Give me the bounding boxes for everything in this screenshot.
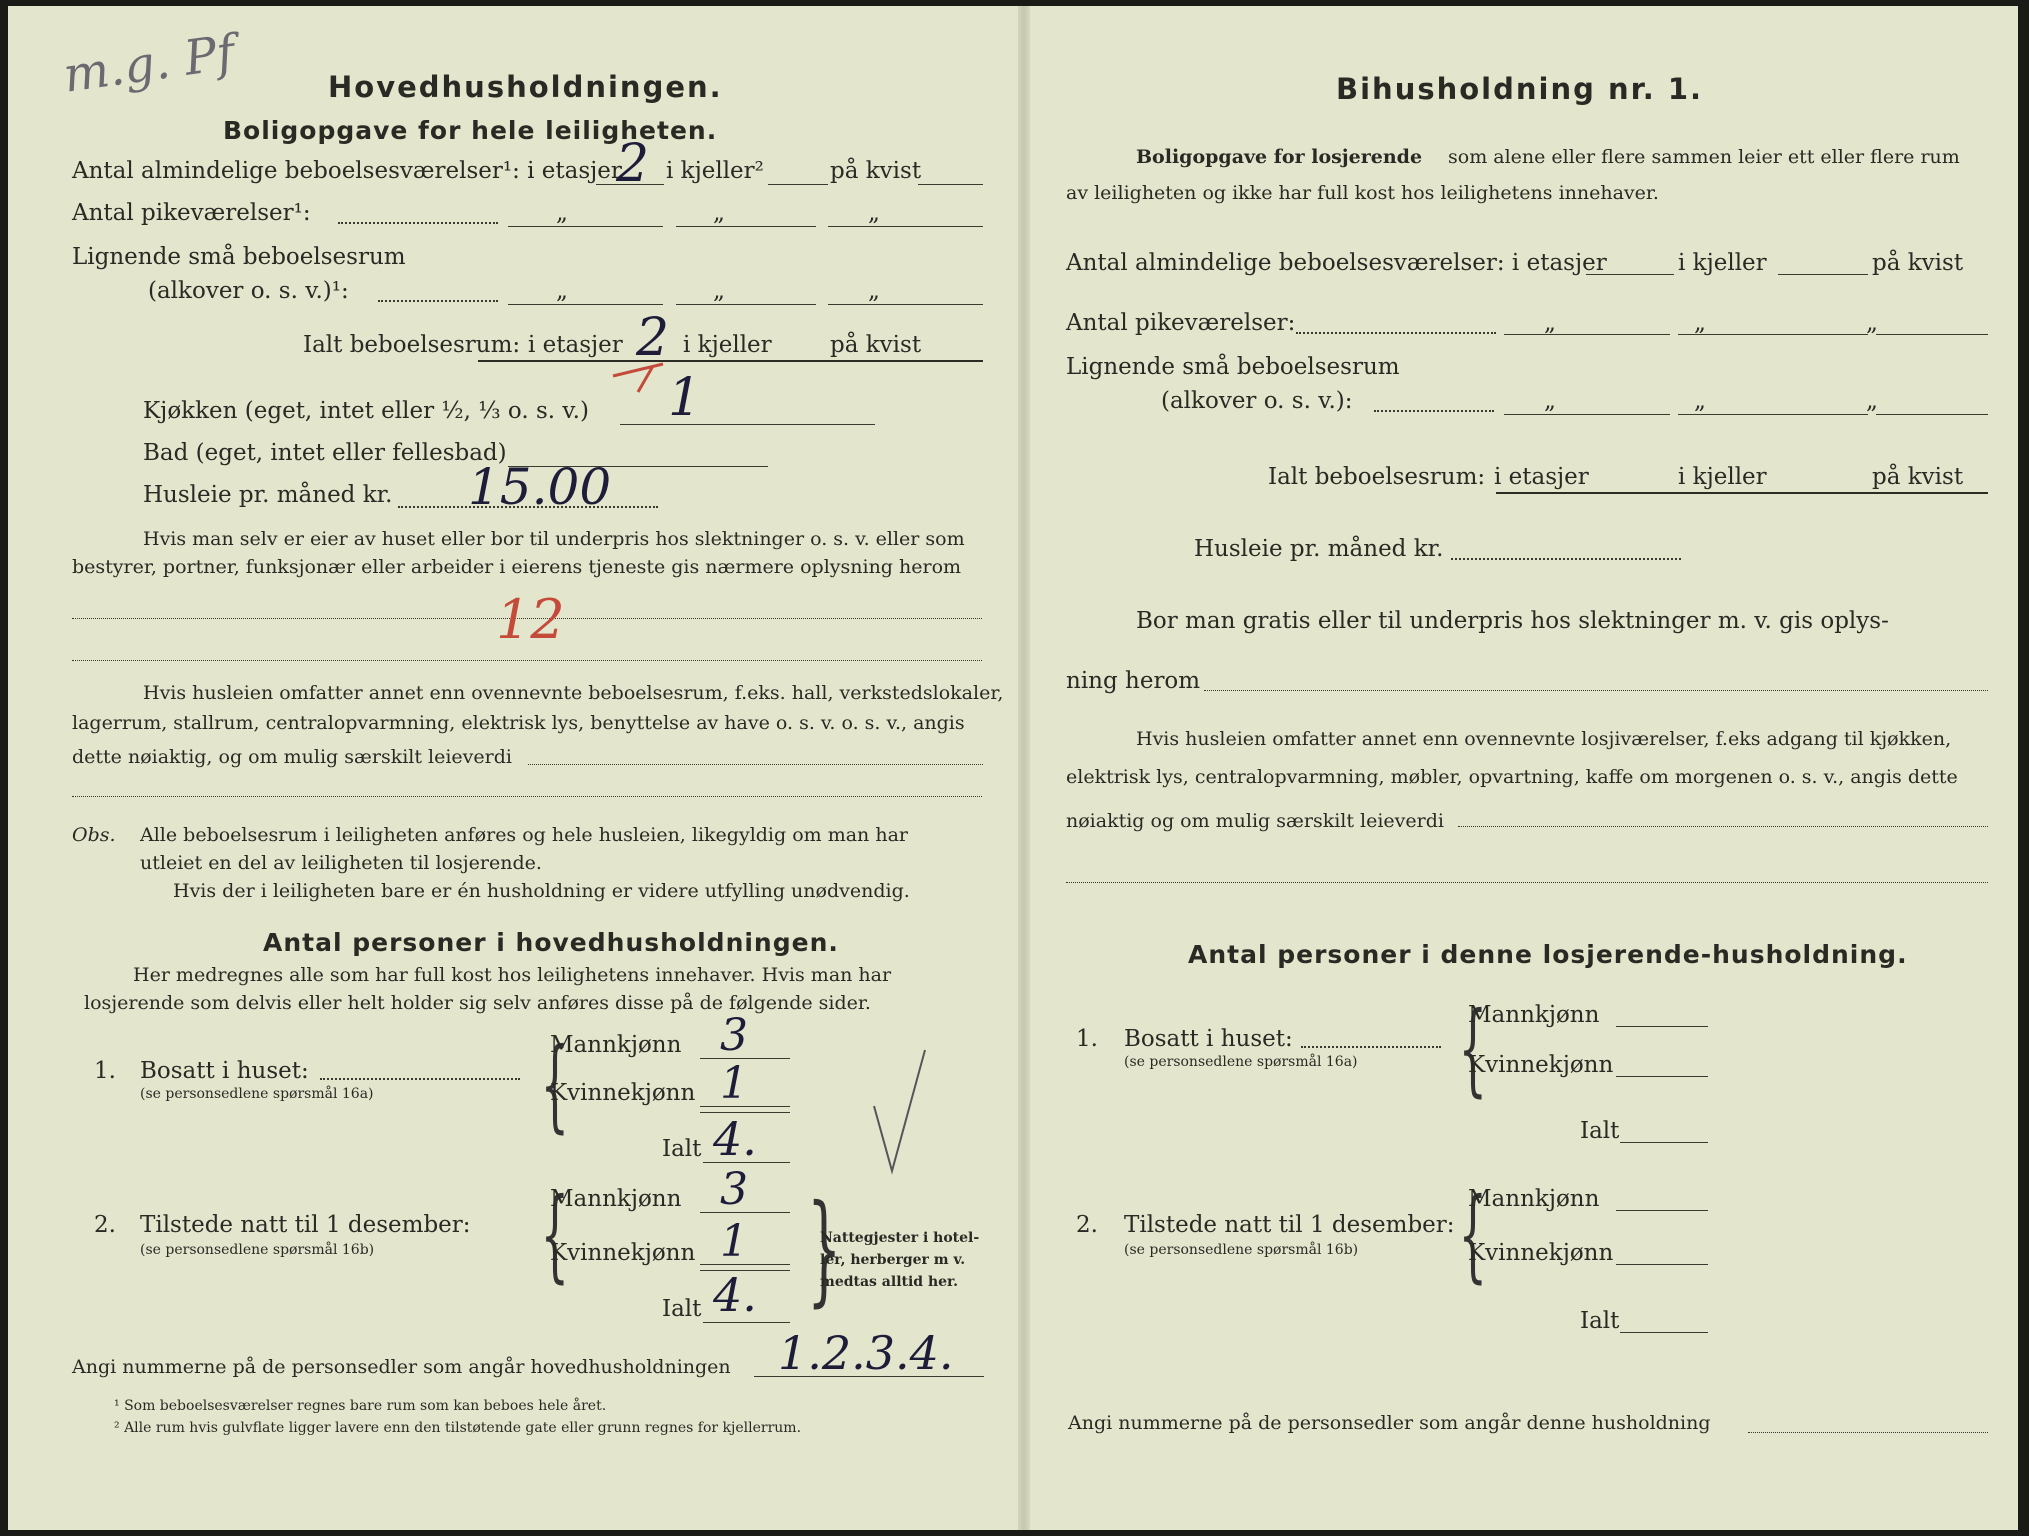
rooms-ordinary-kjeller-line — [1778, 274, 1868, 275]
q1-ialt-value[interactable]: 4. — [713, 1112, 757, 1166]
total-rooms-kvist-label: på kvist — [1872, 464, 1964, 490]
page-title: Bihusholdning nr. 1. — [1336, 72, 1704, 106]
q1-mann-value[interactable]: 3 — [720, 1010, 748, 1061]
right-page-bihusholdning — [1026, 6, 2018, 1530]
includes-text-3: dette nøiaktig, og om mulig særskilt leieverdi — [72, 746, 512, 768]
rooms-maid-dots — [1296, 332, 1496, 334]
q2-ialt-line — [703, 1322, 790, 1323]
ditto-mark: „ — [868, 200, 880, 226]
q2-mann-line — [1616, 1210, 1708, 1211]
rooms-maid-kjeller-line — [676, 226, 816, 227]
q1-mann-label: Mannkjønn — [1468, 1002, 1600, 1028]
total-rooms-line — [1496, 492, 1988, 494]
obs-text-2: utleiet en del av leiligheten til losjerende. — [140, 852, 542, 874]
night-guests-note-2: ler, herberger m v. — [820, 1252, 966, 1268]
rooms-ordinary-etasjer-value[interactable]: 2 — [616, 134, 650, 194]
rooms-maid-etasjer-line — [508, 226, 663, 227]
intro-bold: Boligopgave for losjerende — [1136, 146, 1423, 168]
q2-mann-label: Mannkjønn — [550, 1186, 682, 1212]
obs-text-1: Alle beboelsesrum i leiligheten anføres og hele husleien, likegyldig om man har — [140, 824, 908, 846]
rooms-alcove-label-a: Lignende små beboelsesrum — [1066, 354, 1400, 380]
person-numbers-label: Angi nummerne på de personsedler som angår denne husholdning — [1068, 1412, 1711, 1434]
rent-label: Husleie pr. måned kr. — [143, 482, 393, 508]
rooms-alcove-dots — [378, 300, 498, 302]
rooms-alcove-kvist-line — [828, 304, 983, 305]
free-rent-line — [1204, 690, 1988, 691]
rooms-maid-kvist-line — [1876, 334, 1988, 335]
left-page-hovedhusholdning — [8, 6, 1020, 1530]
q2-ialt-line — [1620, 1332, 1708, 1333]
page-subtitle: Boligopgave for hele leiligheten. — [223, 116, 718, 145]
rooms-ordinary-etasjer-line — [1586, 274, 1674, 275]
ditto-mark: „ — [1694, 388, 1706, 414]
q1-brace: { — [540, 1026, 570, 1143]
rooms-ordinary-kvist-label: på kvist — [830, 158, 922, 184]
free-rent-text-2: ning herom — [1066, 668, 1201, 694]
q2-ialt-value[interactable]: 4. — [713, 1268, 757, 1322]
rooms-ordinary-label: Antal almindelige beboelsesværelser: i etasjer — [1066, 250, 1607, 276]
q2-label: Tilstede natt til 1 desember: — [140, 1212, 471, 1238]
ditto-mark: „ — [1694, 310, 1706, 336]
rooms-alcove-etasjer-line — [508, 304, 663, 305]
q2-mann-label: Mannkjønn — [1468, 1186, 1600, 1212]
footnote-1: ¹ Som beboelsesværelser regnes bare rum som kan beboes hele året. — [114, 1398, 607, 1414]
q2-ialt-label: Ialt — [1580, 1308, 1620, 1334]
rooms-maid-label: Antal pikeværelser¹: — [72, 200, 311, 226]
free-rent-text-1: Bor man gratis eller til underpris hos slektninger m. v. gis oplys- — [1136, 608, 1889, 634]
rooms-ordinary-kvist-line — [918, 184, 983, 185]
ditto-mark: „ — [713, 200, 725, 226]
ditto-mark: „ — [868, 278, 880, 304]
q2-number: 2. — [94, 1212, 116, 1238]
q1-label: Bosatt i huset: — [1124, 1026, 1293, 1052]
q2-brace: { — [1458, 1176, 1488, 1293]
q1-kvinne-line — [1616, 1076, 1708, 1077]
q2-kvinne-label: Kvinnekjønn — [1468, 1240, 1614, 1266]
q1-ialt-label: Ialt — [662, 1136, 702, 1162]
q1-kvinne-value[interactable]: 1 — [720, 1058, 748, 1109]
pencil-check-mark — [870, 1046, 930, 1176]
person-numbers-label: Angi nummerne på de personsedler som angår hovedhusholdningen — [72, 1356, 731, 1378]
q2-kvinne-line — [1616, 1264, 1708, 1265]
q2-mann-value[interactable]: 3 — [720, 1164, 748, 1215]
q1-label: Bosatt i huset: — [140, 1058, 309, 1084]
total-rooms-etasjer-label: i etasjer — [528, 332, 623, 358]
q1-mann-line — [1616, 1026, 1708, 1027]
ditto-mark: „ — [713, 278, 725, 304]
rooms-maid-label: Antal pikeværelser: — [1066, 310, 1296, 336]
person-numbers-value[interactable]: 1.2.3.4. — [778, 1326, 954, 1380]
total-rooms-kvist-label: på kvist — [830, 332, 922, 358]
rooms-alcove-etasjer-line — [1504, 414, 1670, 415]
persons-section-title: Antal personer i denne losjerende-husholdning. — [1188, 940, 1908, 969]
q1-ialt-label: Ialt — [1580, 1118, 1620, 1144]
total-rooms-kjeller-label: i kjeller — [683, 332, 772, 358]
ditto-mark: „ — [1866, 310, 1878, 336]
q1-number: 1. — [94, 1058, 116, 1084]
rooms-ordinary-kvist-label: på kvist — [1872, 250, 1964, 276]
total-rooms-label: Ialt beboelsesrum: — [1268, 464, 1486, 490]
q1-brace: { — [1458, 990, 1488, 1107]
rooms-maid-etasjer-line — [1504, 334, 1670, 335]
census-form-sheet — [8, 6, 2018, 1530]
night-guests-note-1: Nattegjester i hotel- — [820, 1230, 980, 1246]
obs-text-3: Hvis der i leiligheten bare er én husholdning er videre utfylling unødvendig. — [173, 880, 910, 902]
includes-text-2: lagerrum, stallrum, centralopvarmning, elektrisk lys, benyttelse av have o. s. v. o. s. v., angis — [72, 712, 965, 734]
bath-label: Bad (eget, intet eller fellesbad) — [143, 440, 507, 466]
rent-line — [1451, 558, 1681, 560]
rooms-ordinary-kjeller-label: i kjeller² — [666, 158, 764, 184]
total-rooms-kjeller-label: i kjeller — [1678, 464, 1767, 490]
rent-label: Husleie pr. måned kr. — [1194, 536, 1444, 562]
includes-text-1: Hvis husleien omfatter annet enn ovennevnte losjiværelser, f.eks adgang til kjøkken, — [1136, 728, 1952, 750]
rooms-maid-kvist-line — [828, 226, 983, 227]
kitchen-label: Kjøkken (eget, intet eller ½, ⅓ o. s. v.) — [143, 398, 589, 424]
q2-ialt-label: Ialt — [662, 1296, 702, 1322]
q2-sub: (se personsedlene spørsmål 16b) — [1124, 1242, 1359, 1258]
rooms-ordinary-label: Antal almindelige beboelsesværelser¹: i etasjer — [72, 158, 622, 184]
includes-line-2 — [1066, 882, 1988, 883]
q1-ialt-line — [1620, 1142, 1708, 1143]
includes-text-1: Hvis husleien omfatter annet enn ovennevnte beboelsesrum, f.eks. hall, verkstedslokaler, — [143, 682, 1004, 704]
ditto-mark: „ — [1866, 388, 1878, 414]
includes-line-1 — [528, 764, 983, 765]
intro-text-1: som alene eller flere sammen leier ett eller flere rum — [1448, 146, 1960, 168]
q2-brace-right: } — [806, 1180, 842, 1319]
total-rooms-line — [478, 360, 983, 362]
q2-kvinne-label: Kvinnekjønn — [550, 1240, 696, 1266]
rooms-alcove-dots — [1374, 410, 1494, 412]
q1-dots — [1301, 1046, 1441, 1048]
total-rooms-etasjer-label: i etasjer — [1494, 464, 1589, 490]
page-title: Hovedhusholdningen. — [328, 70, 723, 104]
total-rooms-etasjer-value[interactable]: 2 — [636, 308, 670, 368]
ditto-mark: „ — [1544, 388, 1556, 414]
kitchen-line — [620, 424, 875, 425]
q2-brace-left: { — [540, 1176, 570, 1293]
persons-text-1: Her medregnes alle som har full kost hos leilighetens innehaver. Hvis man har — [133, 964, 892, 986]
pencil-annotation: m.g. Pf — [59, 24, 239, 104]
rooms-alcove-label-a: Lignende små beboelsesrum — [72, 244, 406, 270]
ditto-mark: „ — [556, 200, 568, 226]
q1-number: 1. — [1076, 1026, 1098, 1052]
persons-text-2: losjerende som delvis eller helt holder sig selv anføres disse på de følgende sider. — [84, 992, 871, 1014]
q1-dots — [320, 1078, 520, 1080]
rooms-alcove-kjeller-line — [676, 304, 816, 305]
q1-sub: (se personsedlene spørsmål 16a) — [1124, 1054, 1358, 1070]
ditto-mark: „ — [556, 278, 568, 304]
night-guests-note-3: medtas alltid her. — [820, 1274, 959, 1290]
q2-kvinne-value[interactable]: 1 — [720, 1216, 748, 1267]
kitchen-value[interactable]: 1 — [668, 368, 702, 428]
person-numbers-line — [1748, 1432, 1988, 1433]
obs-label: Obs. — [72, 824, 116, 846]
q1-kvinne-label: Kvinnekjønn — [1468, 1052, 1614, 1078]
rooms-alcove-label-b: (alkover o. s. v.)¹: — [148, 278, 349, 304]
intro-text-2: av leiligheten og ikke har full kost hos leilighetens innehaver. — [1066, 182, 1659, 204]
rooms-alcove-kvist-line — [1876, 414, 1988, 415]
rooms-alcove-kjeller-line — [1678, 414, 1868, 415]
rooms-ordinary-kjeller-line — [768, 184, 828, 185]
q2-number: 2. — [1076, 1212, 1098, 1238]
rooms-maid-dots — [338, 222, 498, 224]
includes-line-1 — [1458, 826, 1988, 827]
rooms-maid-kjeller-line — [1678, 334, 1868, 335]
includes-line-2 — [72, 796, 982, 797]
rooms-alcove-label-b: (alkover o. s. v.): — [1161, 388, 1353, 414]
rooms-ordinary-kjeller-label: i kjeller — [1678, 250, 1767, 276]
red-annotation: 12 — [496, 588, 565, 651]
includes-text-3: nøiaktig og om mulig særskilt leieverdi — [1066, 810, 1444, 832]
q1-sub: (se personsedlene spørsmål 16a) — [140, 1086, 374, 1102]
owner-line-2 — [72, 660, 982, 661]
rent-value[interactable]: 15.00 — [468, 458, 612, 516]
includes-text-2: elektrisk lys, centralopvarmning, møbler, opvartning, kaffe om morgenen o. s. v., angis dette — [1066, 766, 1958, 788]
total-rooms-label: Ialt beboelsesrum: — [303, 332, 521, 358]
persons-section-title: Antal personer i hovedhusholdningen. — [263, 928, 839, 957]
q1-mann-label: Mannkjønn — [550, 1032, 682, 1058]
q2-label: Tilstede natt til 1 desember: — [1124, 1212, 1455, 1238]
q2-sub: (se personsedlene spørsmål 16b) — [140, 1242, 375, 1258]
owner-text-1: Hvis man selv er eier av huset eller bor til underpris hos slektninger o. s. v. eller som — [143, 528, 965, 550]
q1-kvinne-label: Kvinnekjønn — [550, 1080, 696, 1106]
ditto-mark: „ — [1544, 310, 1556, 336]
owner-text-2: bestyrer, portner, funksjonær eller arbeider i eierens tjeneste gis nærmere oplysning herom — [72, 556, 962, 578]
footnote-2: ² Alle rum hvis gulvflate ligger lavere enn den tilstøtende gate eller grunn regnes for kjellerrum. — [114, 1420, 802, 1436]
